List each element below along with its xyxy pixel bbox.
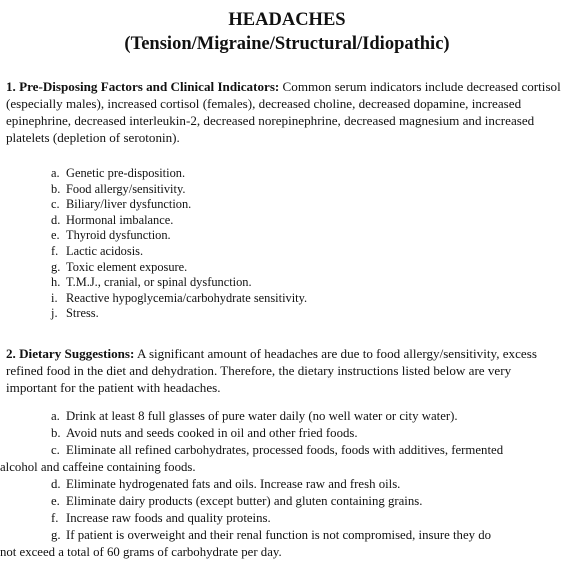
list-item-text: Drink at least 8 full glasses of pure water daily (no well water or city water). bbox=[66, 409, 458, 423]
list-marker: a. bbox=[51, 166, 60, 180]
list-marker: g. bbox=[51, 259, 61, 274]
list-marker: c. bbox=[51, 443, 60, 457]
list-marker: g. bbox=[51, 528, 61, 542]
document-subtitle: (Tension/Migraine/Structural/Idiopathic) bbox=[124, 34, 450, 54]
list-item bbox=[51, 213, 307, 229]
list-item-text: Eliminate all refined carbohydrates, processed foods, foods with additives, fermented bbox=[66, 443, 504, 457]
list-item-text: Thyroid dysfunction. bbox=[66, 228, 171, 243]
list-marker: d. bbox=[51, 212, 61, 227]
list-marker: e. bbox=[51, 228, 60, 243]
list-marker: e. bbox=[51, 494, 60, 508]
list-item-text: Eliminate dairy products (except butter) and gluten containing grains. bbox=[66, 494, 423, 508]
list-item-text: If patient is overweight and their renal function is not compromised, insure they do bbox=[66, 528, 492, 542]
list-item-text: Stress. bbox=[66, 306, 99, 321]
list-item-text: Toxic element exposure. bbox=[66, 259, 188, 274]
list-marker: h. bbox=[51, 275, 61, 290]
section-1-text: Common serum indicators include decreased cortisol (especially males), increased cortisol (females), decreased choline, decreased dopamine, increased epinephrine, decreased interleukin-2, decreased norepinephrine, decreased magnesium and increased platelets (depletion of serotonin). bbox=[6, 79, 561, 145]
section-2-text: A significant amount of headaches are due to food allergy/sensitivity, excess refined food in the diet and dehydration. Therefore, the dietary instructions listed below are very important for the patient with headaches. bbox=[6, 346, 537, 395]
list-item-text: Eliminate hydrogenated fats and oils. Increase raw and fresh oils. bbox=[66, 477, 401, 491]
list-item-text: Increase raw foods and quality proteins. bbox=[66, 511, 271, 525]
list-item bbox=[0, 442, 566, 476]
list-item bbox=[51, 493, 566, 510]
list-item bbox=[51, 476, 566, 493]
list-marker: f. bbox=[51, 243, 59, 258]
list-item-continuation: alcohol and caffeine containing foods. bbox=[0, 460, 196, 474]
list-item bbox=[51, 291, 307, 307]
list-item-text: Reactive hypoglycemia/carbohydrate sensitivity. bbox=[66, 290, 308, 305]
list-item-text: T.M.J., cranial, or spinal dysfunction. bbox=[66, 275, 252, 290]
list-item bbox=[51, 197, 307, 213]
list-item-text: Avoid nuts and seeds cooked in oil and other fried foods. bbox=[66, 426, 358, 440]
list-item bbox=[51, 166, 307, 182]
list-marker: b. bbox=[51, 426, 61, 440]
section-2-list bbox=[0, 408, 566, 561]
list-item bbox=[51, 260, 307, 276]
list-item bbox=[0, 527, 566, 561]
section-2-heading: 2. Dietary Suggestions: bbox=[6, 346, 135, 361]
list-item-continuation: not exceed a total of 60 grams of carbohydrate per day. bbox=[0, 545, 282, 559]
list-marker: f. bbox=[51, 511, 59, 525]
list-marker: i. bbox=[51, 290, 58, 305]
section-2-paragraph bbox=[6, 345, 562, 396]
list-item bbox=[51, 408, 566, 425]
list-marker: a. bbox=[51, 409, 60, 423]
list-item-text: Lactic acidosis. bbox=[66, 243, 144, 258]
list-marker: j. bbox=[51, 306, 58, 321]
section-1-heading: 1. Pre-Disposing Factors and Clinical Indicators: bbox=[6, 79, 280, 94]
list-marker: d. bbox=[51, 477, 61, 491]
list-item bbox=[51, 275, 307, 291]
list-item bbox=[51, 306, 307, 322]
list-item-text: Hormonal imbalance. bbox=[66, 212, 174, 227]
list-item bbox=[51, 244, 307, 260]
section-1-list bbox=[51, 166, 307, 322]
list-item bbox=[51, 425, 566, 442]
list-item-text: Genetic pre-disposition. bbox=[66, 166, 186, 180]
section-1-paragraph bbox=[6, 78, 562, 146]
list-item bbox=[51, 182, 307, 198]
list-item bbox=[51, 510, 566, 527]
list-marker: c. bbox=[51, 197, 60, 212]
list-item bbox=[51, 228, 307, 244]
list-marker: b. bbox=[51, 181, 61, 196]
document-title: HEADACHES bbox=[228, 10, 346, 30]
list-item-text: Biliary/liver dysfunction. bbox=[66, 197, 192, 212]
list-item-text: Food allergy/sensitivity. bbox=[66, 181, 186, 196]
